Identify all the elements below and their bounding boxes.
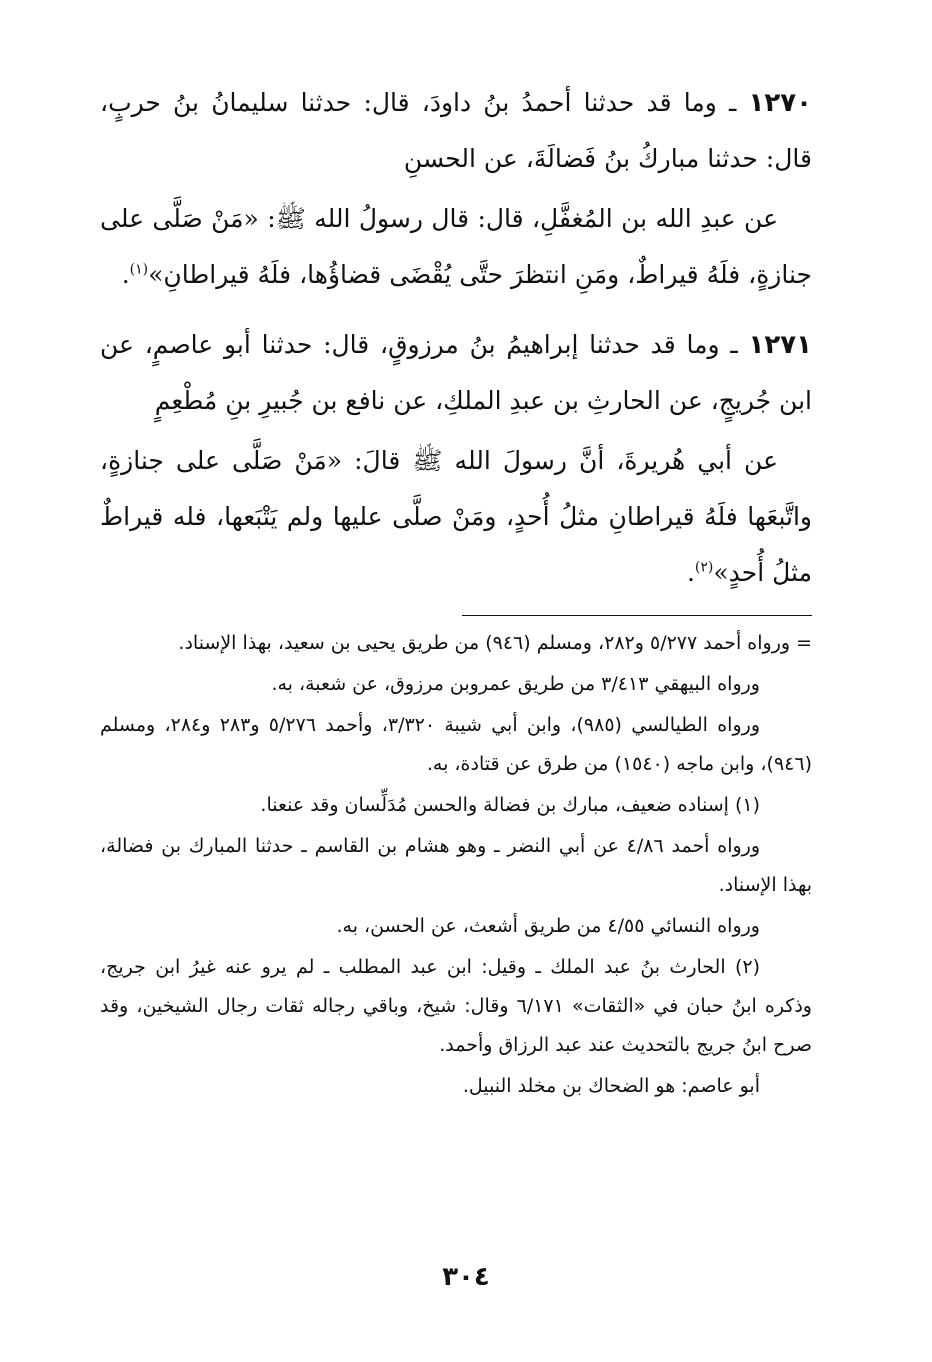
hadith-matn-text: عن عبدِ الله بن المُغفَّلِ، قال: قال رسولُ الله ﷺ: «مَنْ صَلَّى على جنازةٍ، فلَهُ قيراطٌ، ومَنِ انتظرَ حتَّى يُقْضَى قضاؤُها، فلَهُ قيراطانِ» (100, 204, 812, 289)
footnote-marker: (٢) (694, 559, 714, 576)
footnote-line: = ورواه أحمد ٥/٢٧٧ و٢٨٢، ومسلم (٩٤٦) من طريق يحيى بن سعيد، بهذا الإسناد. (178, 632, 812, 654)
page-number: ٣٠٤ (442, 1262, 490, 1292)
footnote-line: ورواه أحمد ٤/٨٦ عن أبي النضر ـ وهو هشام بن القاسم ـ حدثنا المبارك بن فضالة، بهذا الإسناد. (100, 835, 812, 896)
hadith-number: ١٢٧٠ (748, 88, 813, 118)
footnote-line: ورواه الطيالسي (٩٨٥)، وابن أبي شيبة ٣/٣٢٠، وأحمد ٥/٢٧٦ و٢٨٣ و٢٨٤، ومسلم (٩٤٦)، وابن ماجه (١٥٤٠) من طرق عن قتادة، به. (100, 714, 812, 775)
footnote-separator-line (462, 615, 812, 616)
footnotes (100, 624, 812, 1106)
hadith-matn-text: عن أبي هُريرةَ، أنَّ رسولَ الله ﷺ قالَ: «مَنْ صَلَّى على جنازةٍ، واتَّبعَها فلَهُ قيراطانِ مثلُ أُحدٍ، ومَنْ صلَّى عليها ولم يَتْبَعها، فله قيراطٌ مثلُ أُحدٍ» (100, 446, 812, 587)
hadith-chain-text: وما قد حدثنا إبراهيمُ بنُ مرزوقٍ، قال: حدثنا أبو عاصمٍ، عن ابن جُريجٍ، عن الحارثِ بن عبدِ الملكِ، عن نافع بن جُبيرِ بنِ مُطْعِمٍ (100, 330, 812, 415)
page-body (100, 75, 812, 1108)
footnote-line: أبو عاصم: هو الضحاك بن مخلد النبيل. (462, 1075, 760, 1097)
number-separator: ـ (716, 88, 749, 117)
number-separator: ـ (719, 330, 749, 359)
footnote-marker: (١) (129, 261, 149, 278)
hadith-number: ١٢٧١ (748, 330, 813, 360)
hadith-1271-chain (100, 317, 812, 429)
hadith-1270-matn: عن عبدِ الله بن المُغفَّلِ، قال: قال رسولُ الله ﷺ: «مَنْ صَلَّى على جنازةٍ، فلَهُ قيراطٌ، ومَنِ انتظرَ حتَّى يُقْضَى قضاؤُها، فلَهُ قيراطانِ»$^{(١)}$. (100, 204, 812, 289)
footnote-line: ورواه النسائي ٤/٥٥ من طريق أشعث، عن الحسن، به. (336, 915, 760, 937)
footnote-line: ورواه البيهقي ٣/٤١٣ من طريق عمروبن مرزوق، عن شعبة، به. (271, 673, 760, 695)
footnote-1: (١) إسناده ضعيف، مبارك بن فضالة والحسن مُدَلِّسان وقد عنعنا. (260, 794, 760, 816)
hadith-1270-chain (100, 75, 812, 187)
footnote-2: (٢) الحارث بنُ عبد الملك ـ وقيل: ابن عبد المطلب ـ لم يرو عنه غيرُ ابن جريج، وذكره ابنُ حبان في «الثقات» ٦/١٧١ وقال: شيخ، وباقي رجاله ثقات رجال الشيخين، وقد صرح ابنُ جريج بالتحديث عند عبد الرزاق وأحمد. (100, 956, 812, 1056)
hadith-1271-matn: عن أبي هُريرةَ، أنَّ رسولَ الله ﷺ قالَ: «مَنْ صَلَّى على جنازةٍ، واتَّبعَها فلَهُ قيراطانِ مثلُ أُحدٍ، ومَنْ صلَّى عليها ولم يَتْبَعها، فله قيراطٌ مثلُ أُحدٍ»$^{(٢)}$. (100, 446, 812, 587)
hadith-chain-text: وما قد حدثنا أحمدُ بنُ داودَ، قال: حدثنا سليمانُ بنُ حربٍ، قال: حدثنا مباركُ بنُ فَضالَةَ، عن الحسنِ (100, 88, 812, 173)
